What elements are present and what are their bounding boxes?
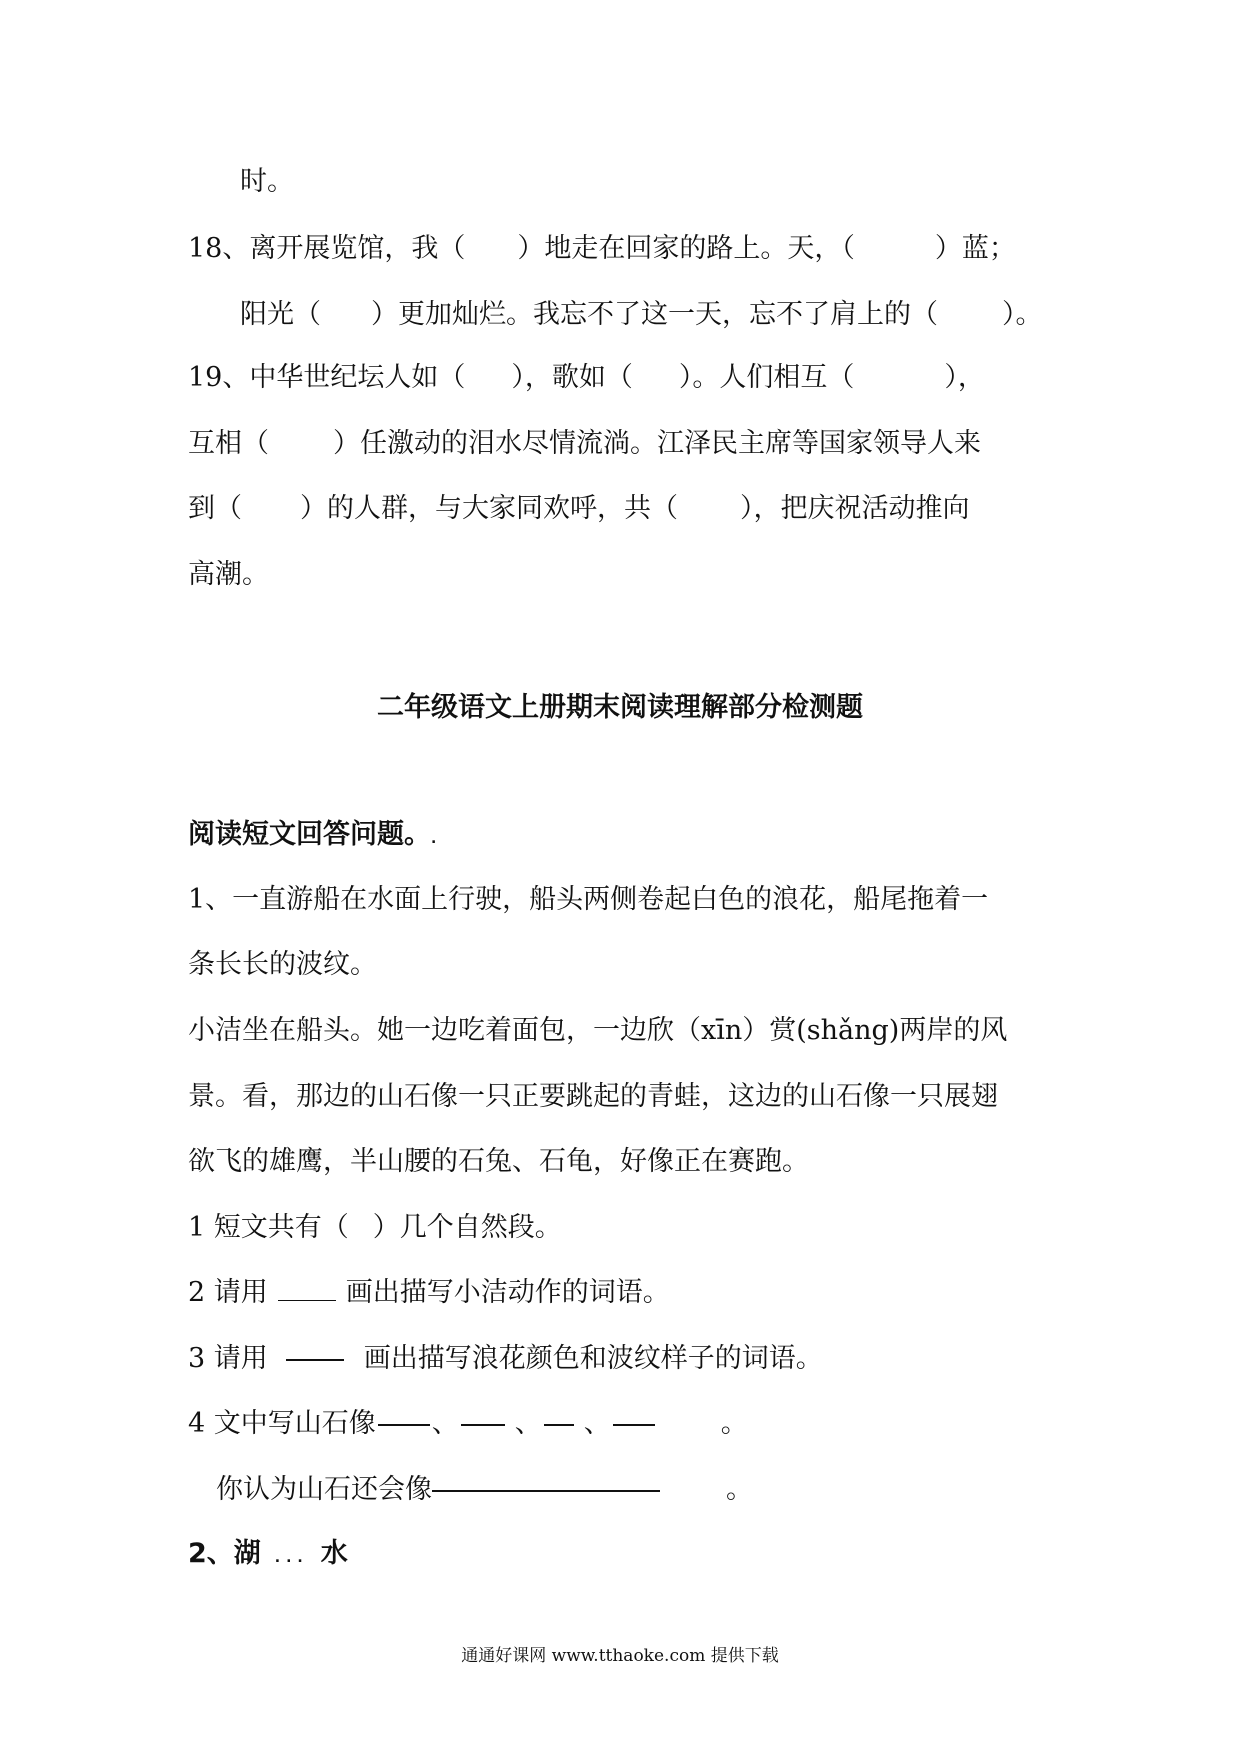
question-5: [216, 1470, 753, 1510]
text: ）蓝；: [934, 233, 1016, 264]
text: 时。: [240, 166, 294, 197]
text: ），歌如（: [511, 362, 633, 393]
text: 3 请用: [188, 1343, 268, 1374]
text: 2、湖: [188, 1538, 261, 1569]
text: ）几个自然段。: [372, 1212, 562, 1243]
question-19-line-2: [188, 424, 981, 464]
text: 、: [583, 1408, 611, 1439]
dot-mark: .: [431, 831, 437, 847]
text: 阅读短文回答问题。: [188, 819, 431, 850]
passage-line: [188, 1011, 1007, 1051]
text: ）。人们相互（: [678, 362, 855, 393]
text: 2 请用: [188, 1277, 268, 1308]
answer-line: [613, 1424, 655, 1426]
question-18-line-2: [240, 295, 1043, 335]
question-19-line-4: [188, 555, 269, 595]
page-title: 二年级语文上册期末阅读理解部分检测题: [377, 692, 863, 723]
passage-line: [188, 1077, 998, 1117]
text: ）更加灿烂。我忘不了这一天，忘不了肩上的（: [371, 299, 938, 330]
answer-line: [378, 1424, 430, 1426]
text: 景。看，那边的山石像一只正要跳起的青蛙，这边的山石像一只展翅: [188, 1081, 998, 1112]
section-2-heading: [188, 1534, 348, 1578]
text: ）任激动的泪水尽情流淌。江泽民主席等国家领导人来: [333, 428, 981, 459]
text: ）的人群，与大家同欢呼，共（: [300, 493, 678, 524]
answer-line: [432, 1490, 660, 1492]
answer-line: [461, 1424, 505, 1426]
text: 到（: [188, 493, 242, 524]
question-1: [188, 1208, 562, 1248]
emphasis-dots: ...: [274, 1550, 309, 1566]
text: 小洁坐在船头。她一边吃着面包，一边欣（xīn）赏(shǎng)两岸的风: [188, 1015, 1008, 1046]
text: 18、离开展览馆，我（: [188, 233, 466, 264]
text: 阳光（: [240, 299, 321, 330]
passage-line: [188, 880, 988, 920]
text: 条长长的波纹。: [188, 949, 377, 980]
section-heading: [188, 815, 436, 859]
text: 画出描写浪花颜色和波纹样子的词语。: [363, 1343, 823, 1374]
text: 你认为山石还会像: [216, 1474, 432, 1505]
text: 1 短文共有（: [188, 1212, 349, 1243]
passage-line: [188, 1142, 809, 1182]
text: 高潮。: [188, 559, 269, 590]
question-19-line-1: [188, 358, 985, 398]
text: 19、中华世纪坛人如（: [188, 362, 466, 393]
text: ）地走在回家的路上。天，（: [517, 233, 855, 264]
question-3: [188, 1339, 823, 1379]
wavy-underline-sample: [278, 1286, 336, 1301]
passage-line: [188, 945, 377, 985]
question-19-line-3: [188, 489, 970, 529]
text: 互相（: [188, 428, 269, 459]
text: 、: [431, 1408, 459, 1439]
footer-source: 通通好课网 www.tthaoke.com 提供下载: [461, 1646, 779, 1666]
line-sample: [286, 1359, 344, 1361]
question-4: [188, 1404, 748, 1444]
text: ）。: [1002, 299, 1043, 330]
question-18-line-1: [188, 229, 1016, 269]
line-continuation: [240, 162, 294, 202]
text: 欲飞的雄鹰，半山腰的石兔、石龟，好像正在赛跑。: [188, 1146, 809, 1177]
text: ），把庆祝活动推向: [740, 493, 970, 524]
text: 画出描写小洁动作的词语。: [345, 1277, 670, 1308]
text: 4 文中写山石像: [188, 1408, 376, 1439]
text: 。: [720, 1408, 748, 1439]
text: 。: [726, 1474, 753, 1505]
text: ），: [944, 362, 985, 393]
text: 水: [320, 1538, 348, 1569]
answer-line: [544, 1424, 574, 1426]
text: 、: [514, 1408, 542, 1439]
text: 1、一直游船在水面上行驶，船头两侧卷起白色的浪花，船尾拖着一: [188, 884, 989, 915]
question-2: [188, 1273, 670, 1313]
